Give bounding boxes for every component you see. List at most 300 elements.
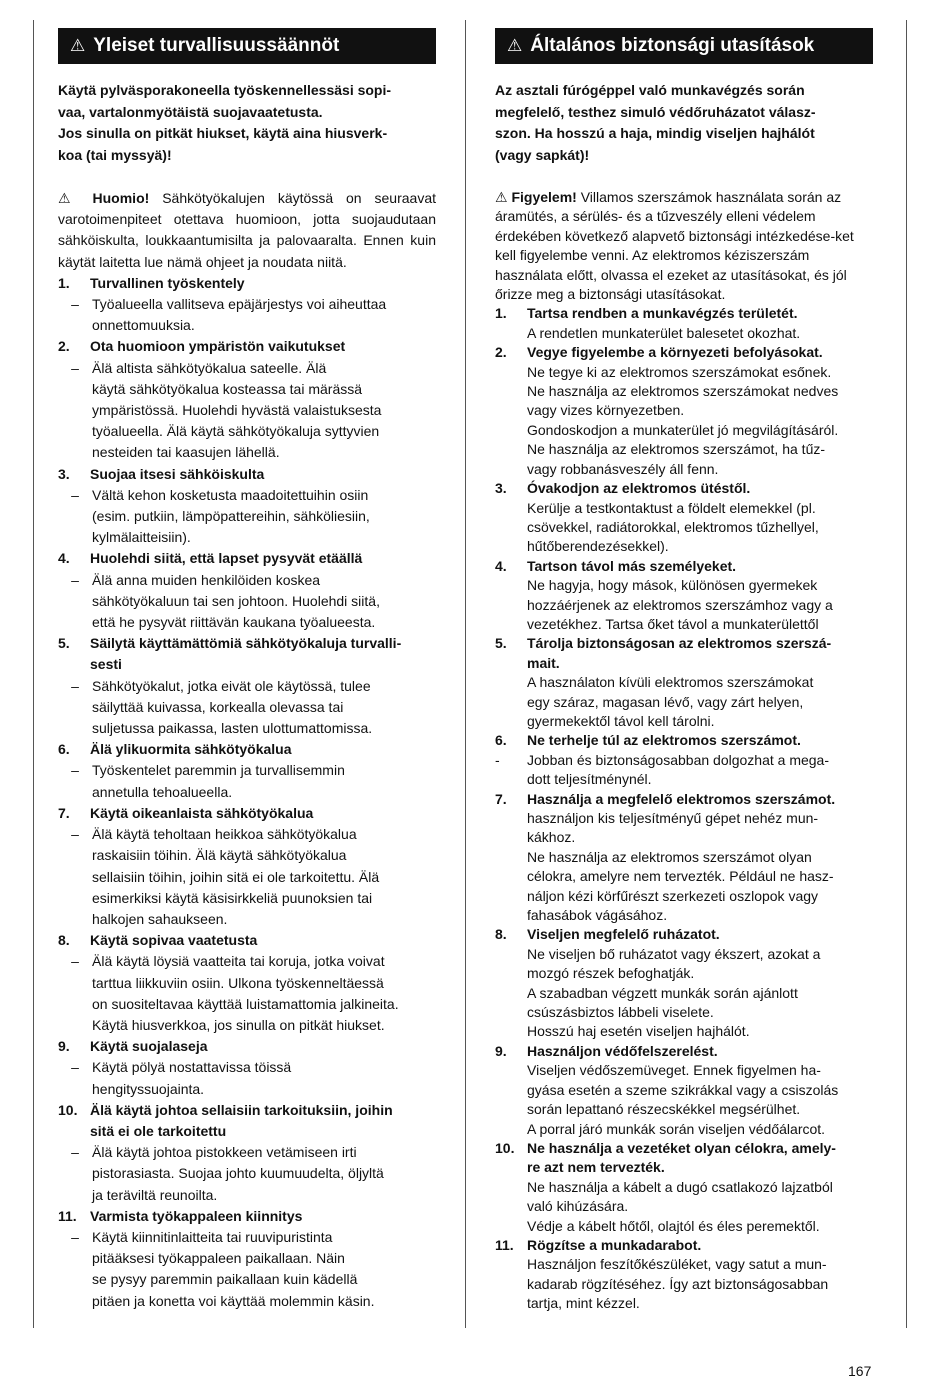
rule-number: 5.	[58, 635, 70, 652]
dash-bullet	[58, 379, 92, 400]
rule-body-line	[495, 712, 873, 731]
rule-body-text: Ne viseljen bő ruházatot vagy ékszert, azokat a	[527, 945, 821, 962]
rule-body-text: Ne használja az elektromos szerszámot, ha tűz-	[527, 441, 826, 458]
rule-title-text: Huolehdi siitä, että lapset pysyvät etäällä	[90, 550, 363, 567]
dash-bullet	[58, 1163, 92, 1184]
rule-title	[58, 1100, 436, 1121]
rule-body-text: käytä sähkötyökalua kosteassa tai märässä	[92, 380, 363, 397]
rule-body-line	[58, 1248, 436, 1269]
rule-title-text: Ne terhelje túl az elektromos szerszámot.	[527, 732, 801, 749]
rule-body-line	[58, 676, 436, 697]
dash-bullet	[58, 1185, 92, 1206]
intro-line: Jos sinulla on pitkät hiukset, käytä aina hiusverk-	[58, 125, 388, 141]
rule-body-line	[58, 888, 436, 909]
rule-body-text: Ne használja az elektromos szerszámokat nedves	[527, 383, 839, 400]
rule-title	[58, 739, 436, 760]
rule-body-line	[495, 576, 873, 595]
rule-item	[495, 1139, 873, 1236]
dash-bullet: -	[495, 751, 500, 768]
rule-body-text: A porral járó munkák során viseljen védőálarcot.	[527, 1120, 826, 1137]
rule-title	[495, 634, 873, 653]
dash-bullet: –	[71, 762, 79, 779]
rule-body-line	[58, 570, 436, 591]
rule-title-text: Használjon védőfelszerelést.	[527, 1042, 718, 1059]
dash-bullet	[58, 867, 92, 888]
rule-item	[495, 304, 873, 343]
rule-title-text: sesti	[90, 656, 122, 673]
rule-number: 3.	[58, 465, 70, 482]
rule-number: 8.	[495, 926, 507, 943]
rule-body-line	[495, 906, 873, 925]
rule-item	[495, 790, 873, 926]
rule-number: 5.	[495, 635, 507, 652]
intro-line: Käytä pylväsporakoneella työskennellessäsi sopi-	[58, 82, 392, 98]
rule-number: 2.	[58, 338, 70, 355]
rule-body-text: csúszásbiztos lábbeli viselete.	[527, 1004, 714, 1021]
rule-title-text: mait.	[527, 654, 560, 671]
rule-body-line	[58, 718, 436, 739]
rule-item	[495, 634, 873, 731]
rule-body-line	[495, 440, 873, 459]
intro-text	[495, 80, 873, 166]
rule-title-text: Óvakodjon az elektromos ütéstől.	[527, 480, 751, 497]
rule-title-text: Viseljen megfelelő ruházatot.	[527, 926, 720, 943]
rule-item	[58, 336, 436, 463]
rule-body-text: vagy vizes környezetben.	[527, 402, 685, 419]
rule-number	[58, 654, 90, 675]
rule-body-line	[495, 1003, 873, 1022]
rule-body-line	[58, 506, 436, 527]
rule-body-text: során lepattanó részecskékkel megsérülhet.	[527, 1101, 801, 1118]
rule-body-line	[58, 358, 436, 379]
rule-number: 10.	[495, 1139, 515, 1156]
dash-bullet	[58, 1015, 92, 1036]
rule-body-text: raskaisiin töihin. Älä käytä sähkötyökalua	[92, 847, 347, 864]
rule-number: 2.	[495, 344, 507, 361]
rule-body-line	[495, 828, 873, 847]
rule-title-text: Käytä oikeanlaista sähkötyökalua	[90, 804, 314, 821]
rule-body-line	[495, 1197, 873, 1216]
rule-title-text: Käytä suojalaseja	[90, 1038, 208, 1055]
rule-body-line	[58, 612, 436, 633]
rule-title	[58, 1121, 436, 1142]
rule-body-line	[495, 848, 873, 867]
rule-body-line	[495, 382, 873, 401]
rule-body-text: Työskentelet paremmin ja turvallisemmin	[92, 762, 345, 779]
dash-bullet	[58, 315, 92, 336]
rule-body-text: kylmälaitteisiin).	[92, 529, 191, 546]
rule-title-text: Käytä sopivaa vaatetusta	[90, 932, 258, 949]
rule-body-text: suljetussa paikassa, lasten ulottumattomissa.	[92, 720, 373, 737]
rule-body-line	[495, 673, 873, 692]
center-divider-line	[465, 20, 466, 1328]
rule-body-line	[495, 1022, 873, 1041]
rule-title-text: Älä käytä johtoa sellaisiin tarkoituksiin, joihin	[90, 1101, 393, 1118]
rule-body-line	[495, 499, 873, 518]
rule-body-text: dott teljesítménynél.	[527, 771, 652, 788]
rule-body-line	[495, 1178, 873, 1197]
rule-body-text: A rendetlen munkaterület balesetet okozhat.	[527, 324, 801, 341]
rule-body-text: gyermekektől távol kell tárolni.	[527, 712, 715, 729]
rule-body-line	[58, 1015, 436, 1036]
dash-bullet	[58, 1248, 92, 1269]
rule-body-text: (esim. putkiin, lämpöpattereihin, sähköliesiin,	[92, 508, 370, 525]
dash-bullet: –	[71, 296, 79, 313]
dash-bullet	[58, 1291, 92, 1312]
warning-triangle-icon: ⚠	[495, 189, 508, 205]
rule-title-text: Suojaa itsesi sähköiskulta	[90, 465, 265, 482]
rule-body-line	[58, 442, 436, 463]
rule-item	[58, 1100, 436, 1206]
rule-body-text: gyása esetén a szeme szikrákkal vagy a csiszolás	[527, 1081, 839, 1098]
rule-body-line	[58, 782, 436, 803]
rule-item	[495, 343, 873, 479]
rule-body-line	[58, 1291, 436, 1312]
rule-title-text: Ne használja a vezetéket olyan célokra, amely-	[527, 1139, 836, 1156]
intro-line: megfelelő, testhez simuló védőruházatot válasz-	[495, 103, 816, 120]
rule-title-text: Ota huomioon ympäristön vaikutukset	[90, 338, 346, 355]
dash-bullet: –	[71, 1144, 79, 1161]
intro-line: (vagy sapkát)!	[495, 146, 590, 163]
rule-title-text: Használja a megfelelő elektromos szerszámot.	[527, 790, 836, 807]
rule-body-line	[58, 527, 436, 548]
rule-body-line	[58, 697, 436, 718]
dash-bullet	[58, 527, 92, 548]
rule-body-text: on suositeltavaa käyttää luistamattomia jalkineita.	[92, 995, 399, 1012]
rule-body-text: Työalueella vallitseva epäjärjestys voi aiheuttaa	[92, 296, 387, 313]
rule-number: 6.	[58, 741, 70, 758]
dash-bullet	[58, 1269, 92, 1290]
rule-item	[58, 548, 436, 633]
rule-body-line	[495, 1061, 873, 1080]
rule-body-text: vezetékhez. Tartsa őket távol a munkaterülettől	[527, 615, 819, 632]
safety-rules-list	[495, 304, 873, 1313]
rule-body-line	[495, 1255, 873, 1274]
rule-body-text: säilyttää kuivassa, korkealla olevassa tai	[92, 698, 344, 715]
rule-title	[495, 1236, 873, 1255]
dash-bullet	[58, 506, 92, 527]
intro-text	[58, 80, 436, 166]
rule-body-text: egy száraz, magasan lévő, vagy zárt helyen,	[527, 693, 804, 710]
rule-number	[495, 1158, 527, 1177]
rule-body-text: Kerülje a testkontaktust a földelt elemekkel (pl.	[527, 499, 816, 516]
rule-body-text: annetulla tehoalueella.	[92, 783, 233, 800]
dash-bullet	[58, 909, 92, 930]
dash-bullet	[58, 973, 92, 994]
rule-body-text: Védje a kábelt hőtől, olajtól és éles peremektől.	[527, 1217, 820, 1234]
rule-body-line	[495, 460, 873, 479]
rule-body-text: kákhoz.	[527, 829, 576, 846]
rule-body-line	[58, 1079, 436, 1100]
dash-bullet	[58, 591, 92, 612]
rule-body-text: pitääksesi työkappaleen paikallaan. Näin	[92, 1250, 345, 1267]
rule-number: 7.	[495, 790, 507, 807]
rule-body-line	[495, 945, 873, 964]
rule-item	[495, 731, 873, 789]
rule-body-text: nesteiden tai kaasujen lähellä.	[92, 444, 280, 461]
rule-body-line	[58, 1163, 436, 1184]
rule-body-text: sellaisiin töihin, joihin sitä ei ole tarkoitettu. Älä	[92, 868, 380, 885]
rule-item	[58, 1036, 436, 1100]
rule-body-text: mozgó részek befoghatják.	[527, 965, 695, 982]
rule-body-line	[495, 615, 873, 634]
rule-body-line	[58, 421, 436, 442]
rule-item	[58, 1206, 436, 1312]
rule-body-text: Älä anna muiden henkilöiden koskea	[92, 571, 321, 588]
rule-body-text: Vältä kehon kosketusta maadoitettuihin osiin	[92, 486, 369, 503]
rule-body-text: ja teräviltä reunoilta.	[92, 1186, 218, 1203]
rule-body-line	[495, 693, 873, 712]
rule-body-line	[58, 315, 436, 336]
rule-number: 9.	[495, 1042, 507, 1059]
rule-body-line	[495, 1100, 873, 1119]
rule-body-line	[495, 1120, 873, 1139]
rule-title	[495, 1139, 873, 1158]
rule-title-text: Varmista työkappaleen kiinnitys	[90, 1207, 303, 1224]
intro-line: vaa, vartalonmyötäistä suojavaatetusta.	[58, 103, 323, 120]
rule-title-text: Tartson távol más személyeket.	[527, 557, 737, 574]
rule-title	[58, 464, 436, 485]
rule-body-line	[495, 887, 873, 906]
rule-title-text: sitä ei ole tarkoitettu	[90, 1122, 227, 1139]
rule-body-line	[58, 1057, 436, 1078]
dash-bullet	[58, 697, 92, 718]
warning-text: Sähkötyökalujen käytössä on seuraavat varotoimenpiteet otettava huomioon, jotta suojaudutaan sähköiskulta, loukkaantumisilta ja palovaaralta. Ennen kuin käytät laitetta lue nämä ohjeet ja noudata niitä.	[58, 190, 436, 270]
rule-number: 11.	[495, 1236, 514, 1253]
rule-body-text: Älä käytä teholtaan heikkoa sähkötyökalua	[92, 826, 357, 843]
rule-body-text: vagy robbanásveszély áll fenn.	[527, 460, 719, 477]
rule-body-line	[495, 809, 873, 828]
rule-title	[495, 925, 873, 944]
rule-body-text: náljon kézi körfűrészt szerkezeti oszlopok vagy	[527, 887, 819, 904]
rule-title	[495, 654, 873, 673]
dash-bullet: –	[71, 1228, 79, 1245]
rule-body-text: Ne használja az elektromos szerszámot olyan	[527, 848, 812, 865]
rule-number: 10.	[58, 1101, 78, 1118]
rule-title-text: Vegye figyelembe a környezeti befolyásokat.	[527, 344, 823, 361]
rule-body-text: onnettomuuksia.	[92, 317, 195, 334]
rule-body-text: Használjon feszítőkészüléket, vagy satut a mun-	[527, 1256, 827, 1273]
rule-title	[58, 548, 436, 569]
rule-number	[495, 654, 527, 673]
rule-body-line	[58, 909, 436, 930]
rule-body-text: Älä käytä löysiä vaatteita tai koruja, jotka voivat	[92, 953, 385, 970]
rule-body-text: Käytä pölyä nostattavissa töissä	[92, 1059, 292, 1076]
rule-title	[495, 790, 873, 809]
rule-item	[495, 479, 873, 557]
rule-body-text: Älä käytä johtoa pistokkeen vetämiseen irti	[92, 1144, 357, 1161]
rule-body-line	[58, 1227, 436, 1248]
rule-body-line	[495, 964, 873, 983]
rule-body-text: Ne tegye ki az elektromos szerszámokat esőnek.	[527, 363, 832, 380]
rule-body-text: hengityssuojainta.	[92, 1080, 205, 1097]
rule-item	[58, 273, 436, 337]
rule-body-text: csövekkel, radiátorokkal, elektromos tűzhellyel,	[527, 518, 819, 535]
rule-body-text: Gondoskodjon a munkaterület jó megvilágításáról.	[527, 421, 839, 438]
warning-paragraph	[495, 188, 873, 304]
dash-bullet	[58, 888, 92, 909]
rule-body-text: A szabadban végzett munkák során ajánlott	[527, 984, 798, 1001]
rule-title	[495, 304, 873, 323]
rule-title-text: Älä ylikuormita sähkötyökalua	[90, 741, 292, 758]
rule-title	[58, 654, 436, 675]
rule-title	[58, 930, 436, 951]
rule-number: 6.	[495, 732, 507, 749]
rule-body-text: kadarab rögzítéséhez. Így azt biztonságosabban	[527, 1275, 829, 1292]
rule-body-line	[58, 294, 436, 315]
rule-body-line	[58, 824, 436, 845]
rule-body-line	[495, 1217, 873, 1236]
warning-label: Huomio!	[92, 190, 150, 206]
rule-item	[495, 925, 873, 1041]
rule-title	[495, 731, 873, 750]
rule-body-text: ympäristössä. Huolehdi hyvästä valaistuksesta	[92, 402, 382, 419]
rule-body-line	[495, 1275, 873, 1294]
intro-line: szon. Ha hosszú a haja, mindig viseljen hajhálót	[495, 125, 815, 141]
rule-title-text: Tárolja biztonságosan az elektromos szerszá-	[527, 635, 832, 652]
rule-number: 4.	[495, 557, 507, 574]
rule-body-line	[58, 951, 436, 972]
warning-triangle-icon: ⚠	[507, 36, 523, 55]
rule-number: 1.	[58, 274, 70, 291]
warning-triangle-icon: ⚠	[58, 190, 80, 206]
rule-body-line	[58, 867, 436, 888]
rule-title	[58, 1206, 436, 1227]
rule-body-line	[58, 485, 436, 506]
rule-body-text: Viseljen védőszemüveget. Ennek figyelmen ha-	[527, 1062, 821, 1079]
dash-bullet: –	[71, 571, 79, 588]
intro-line: Az asztali fúrógéppel való munkavégzés során	[495, 82, 805, 98]
left-margin-line	[33, 20, 34, 1328]
rule-body-line	[58, 1142, 436, 1163]
rule-body-text: Hosszú haj esetén viseljen hajhálót.	[527, 1023, 750, 1040]
dash-bullet	[58, 612, 92, 633]
rule-body-line	[495, 770, 873, 789]
rule-number: 3.	[495, 480, 507, 497]
rule-number: 7.	[58, 804, 70, 821]
finnish-column	[58, 28, 436, 1312]
rule-body-line	[58, 1185, 436, 1206]
page-number: 167	[848, 1363, 872, 1379]
rule-body-line	[58, 400, 436, 421]
rule-body-text: Käytä hiusverkkoa, jos sinulla on pitkät hiukset.	[92, 1016, 385, 1033]
section-heading	[495, 28, 873, 64]
rule-body-text: se pysyy paremmin paikallaan kuin kädellä	[92, 1271, 358, 1288]
dash-bullet: –	[71, 677, 79, 694]
rule-title	[58, 273, 436, 294]
rule-body-text: että he pysyvät riittävän kaukana työalueesta.	[92, 614, 376, 631]
rule-title-text: Turvallinen työskentely	[90, 274, 245, 291]
rule-body-text: pitäen ja konetta voi käyttää molemmin käsin.	[92, 1292, 375, 1309]
rule-body-text: pistorasiasta. Suojaa johto kuumuudelta, öljyltä	[92, 1165, 384, 1182]
rule-title-text: Rögzítse a munkadarabot.	[527, 1236, 702, 1253]
rule-title	[58, 803, 436, 824]
rule-body-text: tarttua liikkuviin osiin. Ulkona työskenneltäessä	[92, 974, 384, 991]
intro-line: koa (tai myssyä)!	[58, 146, 172, 163]
hungarian-column	[495, 28, 873, 1314]
rule-item	[58, 803, 436, 930]
rule-body-text: esimerkiksi käytä käsisirkkeliä puunoksien tai	[92, 889, 373, 906]
rule-body-line	[495, 518, 873, 537]
dash-bullet: –	[71, 1059, 79, 1076]
rule-body-text: Käytä kiinnitinlaitteita tai ruuvipuristinta	[92, 1228, 333, 1245]
dash-bullet	[58, 845, 92, 866]
rule-title	[58, 336, 436, 357]
rule-body-text: való kihúzására.	[527, 1198, 629, 1215]
rule-body-text: A használaton kívüli elektromos szerszámokat	[527, 674, 814, 691]
rule-item	[58, 739, 436, 803]
rule-body-line	[58, 591, 436, 612]
rule-title	[58, 633, 436, 654]
rule-body-text: Älä altista sähkötyökalua sateelle. Älä	[92, 359, 327, 376]
rule-item	[58, 464, 436, 549]
rule-body-line	[495, 1081, 873, 1100]
rule-body-line	[58, 760, 436, 781]
rule-number: 4.	[58, 550, 70, 567]
rule-body-text: hozzáérjenek az elektromos szerszámhoz vagy a	[527, 596, 833, 613]
rule-body-text: Ne használja a kábelt a dugó csatlakozó lajzatból	[527, 1178, 833, 1195]
rule-number	[58, 1121, 90, 1142]
rule-title	[495, 1158, 873, 1177]
rule-body-line	[495, 363, 873, 382]
rule-body-text: Jobban és biztonságosabban dolgozhat a mega-	[527, 751, 829, 768]
rule-title	[58, 1036, 436, 1057]
rule-body-line	[495, 1294, 873, 1313]
rule-number: 1.	[495, 305, 507, 322]
rule-item	[58, 930, 436, 1036]
rule-item	[495, 1042, 873, 1139]
rule-body-line	[58, 1269, 436, 1290]
warning-label: Figyelem!	[511, 189, 577, 205]
dash-bullet: –	[71, 486, 79, 503]
warning-triangle-icon: ⚠	[70, 36, 86, 55]
rule-body-line	[495, 596, 873, 615]
rule-title-text: Säilytä käyttämättömiä sähkötyökaluja turvalli-	[90, 635, 402, 652]
rule-title-text: Tartsa rendben a munkavégzés területét.	[527, 305, 798, 322]
rule-title	[495, 343, 873, 362]
rule-title-text: re azt nem tervezték.	[527, 1159, 665, 1176]
dash-bullet	[58, 782, 92, 803]
rule-body-line	[495, 537, 873, 556]
heading-text: Yleiset turvallisuussäännöt	[93, 35, 340, 56]
rule-number: 11.	[58, 1207, 77, 1224]
rule-body-text: sähkötyökaluun tai sen johtoon. Huolehdi siitä,	[92, 592, 380, 609]
dash-bullet	[58, 718, 92, 739]
dash-bullet: –	[71, 359, 79, 376]
rule-body-text: használjon kis teljesítményű gépet nehéz mun-	[527, 810, 819, 826]
rule-body-text: fahasábok vágásához.	[527, 907, 668, 924]
rule-body-line	[495, 751, 873, 770]
rule-body-text: hűtőberendezésekkel).	[527, 538, 669, 555]
rule-body-line	[58, 973, 436, 994]
dash-bullet	[58, 1079, 92, 1100]
rule-body-line	[58, 994, 436, 1015]
dash-bullet	[58, 400, 92, 421]
warning-text: Villamos szerszámok használata során az áramütés, a sérülés- és a tűzveszély elleni védelem érdekében következő alapvető biztonsági intézkedése-ket kell figyelembe venni. Az elektromos kéziszerszám használata előtt, olvassa el ezeket az utasításokat, és jól őrizze meg a biztonsági utasításokat.	[495, 189, 854, 303]
section-heading	[58, 28, 436, 64]
rule-body-line	[495, 421, 873, 440]
dash-bullet: –	[71, 953, 79, 970]
rule-body-line	[495, 324, 873, 343]
dash-bullet	[58, 421, 92, 442]
rule-body-line	[58, 379, 436, 400]
dash-bullet	[58, 994, 92, 1015]
rule-item	[58, 633, 436, 739]
dash-bullet: –	[71, 826, 79, 843]
rule-body-text: tartja, mint kézzel.	[527, 1295, 640, 1312]
rule-title	[495, 479, 873, 498]
rule-body-line	[495, 984, 873, 1003]
